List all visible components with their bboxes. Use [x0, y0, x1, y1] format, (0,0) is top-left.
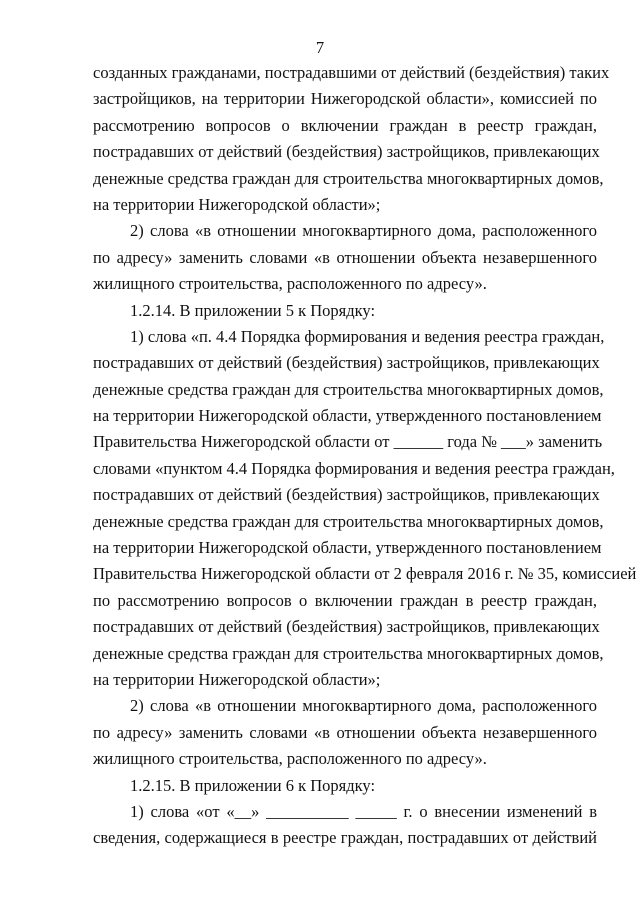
text-line: Правительства Нижегородской области от ______ года № ___» заменить — [93, 432, 603, 452]
text-line: сведения, содержащиеся в реестре граждан, пострадавших от действий — [93, 828, 597, 848]
text-line: денежные средства граждан для строительства многоквартирных домов, — [93, 511, 604, 531]
text-line: по адресу» заменить словами «в отношении объекта незавершенного — [93, 247, 597, 267]
text-line: 1.2.15. В приложении 6 к Порядку: — [130, 775, 376, 795]
text-line: на территории Нижегородской области, утвержденного постановлением — [93, 406, 602, 426]
text-line: 1) слова «от «__» __________ _____ г. о внесении изменений в — [130, 801, 597, 821]
text-line: пострадавших от действий (бездействия) застройщиков, привлекающих — [93, 485, 600, 505]
text-line: жилищного строительства, расположенного по адресу». — [93, 749, 487, 769]
text-line: денежные средства граждан для строительства многоквартирных домов, — [93, 168, 604, 188]
document-body — [93, 60, 637, 852]
text-line: на территории Нижегородской области, утвержденного постановлением — [93, 538, 602, 558]
text-line: рассмотрению вопросов о включении граждан в реестр граждан, — [93, 115, 597, 135]
text-line: пострадавших от действий (бездействия) застройщиков, привлекающих — [93, 617, 600, 637]
text-line: жилищного строительства, расположенного по адресу». — [93, 274, 487, 294]
text-line: на территории Нижегородской области»; — [93, 194, 381, 214]
text-line: Правительства Нижегородской области от 2 февраля 2016 г. № 35, комиссией — [93, 564, 637, 584]
text-line: 1.2.14. В приложении 5 к Порядку: — [130, 300, 376, 320]
text-line: 1) слова «п. 4.4 Порядка формирования и ведения реестра граждан, — [130, 326, 605, 346]
text-line: созданных гражданами, пострадавшими от действий (бездействия) таких — [93, 63, 610, 82]
text-line: пострадавших от действий (бездействия) застройщиков, привлекающих — [93, 353, 600, 373]
text-line: на территории Нижегородской области»; — [93, 669, 381, 689]
page-number: 7 — [315, 38, 325, 57]
text-line: застройщиков, на территории Нижегородской области», комиссией по — [93, 89, 597, 109]
text-line: по рассмотрению вопросов о включении граждан в реестр граждан, — [93, 590, 597, 610]
text-line: денежные средства граждан для строительства многоквартирных домов, — [93, 379, 604, 399]
text-line: 2) слова «в отношении многоквартирного дома, расположенного — [130, 696, 597, 716]
text-line: денежные средства граждан для строительства многоквартирных домов, — [93, 643, 604, 663]
text-line: по адресу» заменить словами «в отношении объекта незавершенного — [93, 722, 597, 742]
text-line: словами «пунктом 4.4 Порядка формирования и ведения реестра граждан, — [93, 458, 615, 478]
text-line: 2) слова «в отношении многоквартирного дома, расположенного — [130, 221, 597, 241]
text-line: пострадавших от действий (бездействия) застройщиков, привлекающих — [93, 142, 600, 162]
